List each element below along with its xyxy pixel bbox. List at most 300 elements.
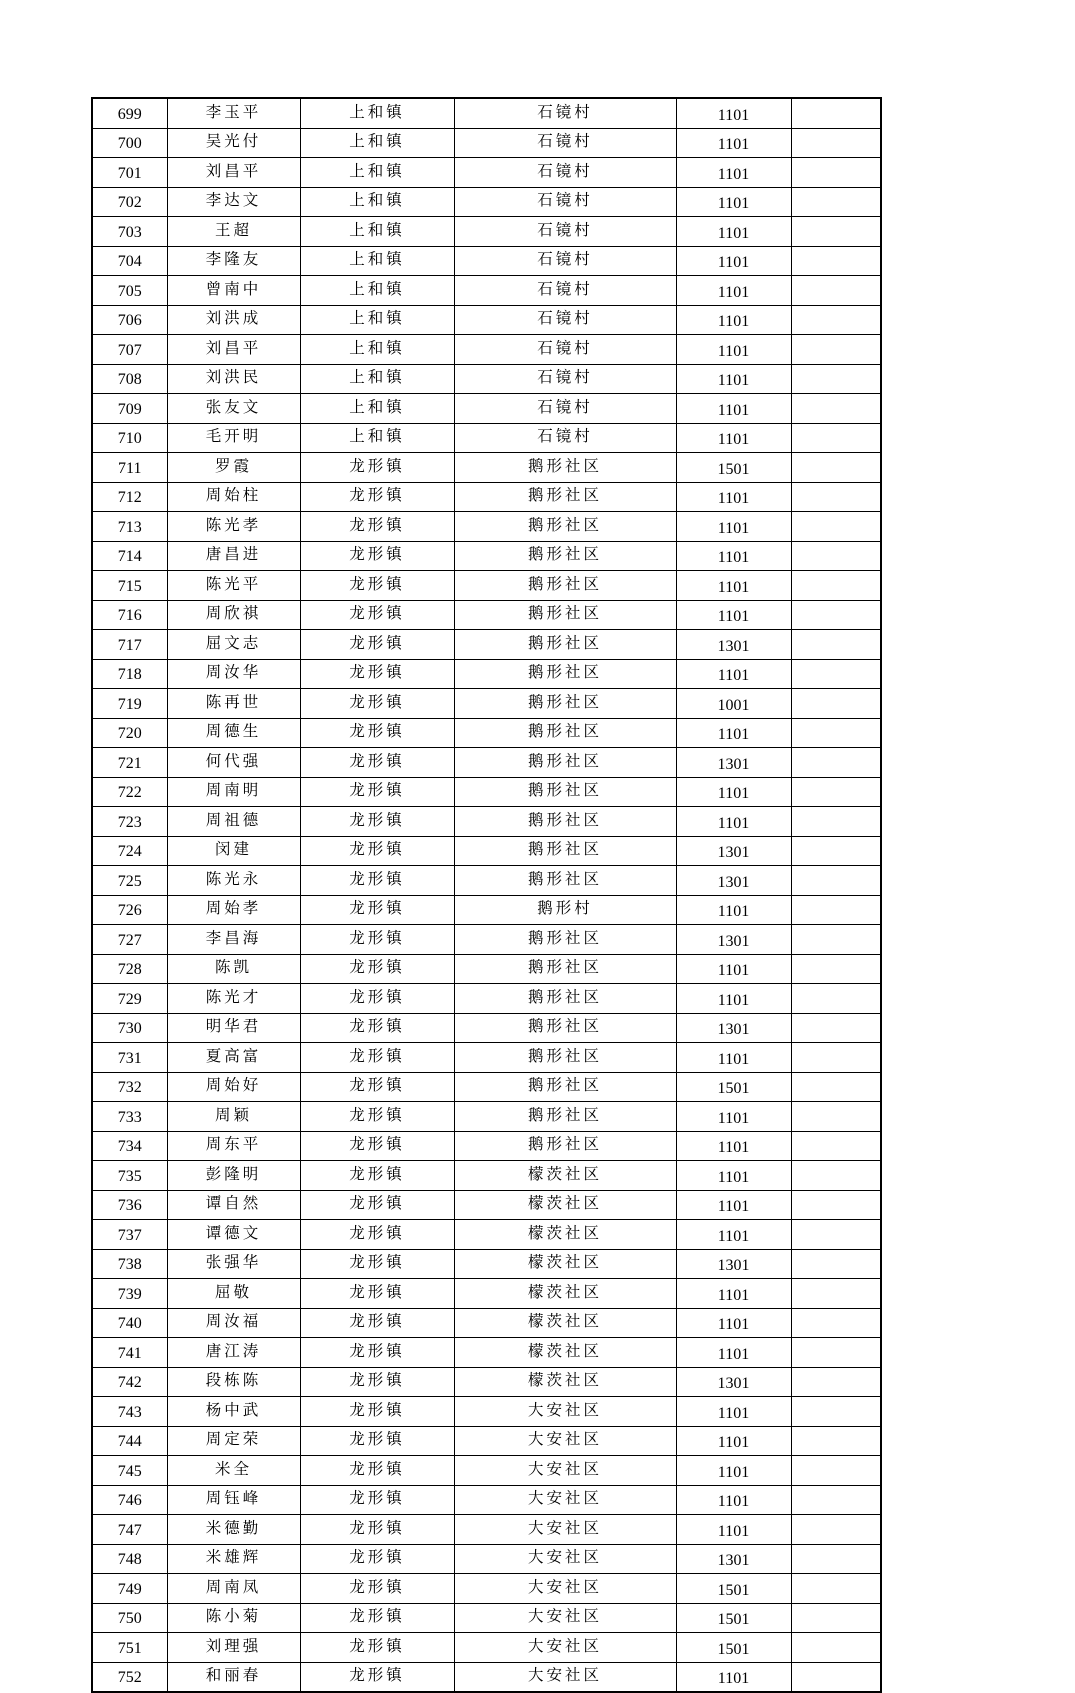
code-cell: 1101 [676, 1220, 791, 1250]
code-cell: 1101 [676, 659, 791, 689]
town-cell: 龙形镇 [300, 1043, 454, 1073]
table-row [92, 659, 881, 689]
code-cell: 1101 [676, 394, 791, 424]
row-number-cell: 740 [92, 1308, 167, 1338]
code-cell: 1101 [676, 777, 791, 807]
table-row [92, 1662, 881, 1692]
town-cell: 上和镇 [300, 276, 454, 306]
village-cell: 檬茨社区 [454, 1367, 676, 1397]
village-cell: 鹅形社区 [454, 1102, 676, 1132]
town-cell: 龙形镇 [300, 718, 454, 748]
person-name-cell: 夏高富 [167, 1043, 300, 1073]
table-row [92, 453, 881, 483]
table-row [92, 128, 881, 158]
note-cell [791, 1367, 881, 1397]
table-row [92, 1161, 881, 1191]
town-cell: 龙形镇 [300, 1131, 454, 1161]
table-row [92, 276, 881, 306]
code-cell: 1101 [676, 718, 791, 748]
row-number-cell: 720 [92, 718, 167, 748]
table-row [92, 777, 881, 807]
village-cell: 石镜村 [454, 394, 676, 424]
town-cell: 上和镇 [300, 305, 454, 335]
person-name-cell: 刘理强 [167, 1633, 300, 1663]
village-cell: 檬茨社区 [454, 1338, 676, 1368]
village-cell: 檬茨社区 [454, 1190, 676, 1220]
note-cell [791, 335, 881, 365]
table-row [92, 1190, 881, 1220]
village-cell: 大安社区 [454, 1397, 676, 1427]
note-cell [791, 1043, 881, 1073]
village-cell: 鹅形社区 [454, 748, 676, 778]
row-number-cell: 732 [92, 1072, 167, 1102]
note-cell [791, 1544, 881, 1574]
code-cell: 1501 [676, 1072, 791, 1102]
code-cell: 1001 [676, 689, 791, 719]
person-name-cell: 王超 [167, 217, 300, 247]
town-cell: 上和镇 [300, 217, 454, 247]
village-cell: 鹅形社区 [454, 807, 676, 837]
person-name-cell: 屈敬 [167, 1279, 300, 1309]
town-cell: 龙形镇 [300, 984, 454, 1014]
person-name-cell: 刘昌平 [167, 335, 300, 365]
village-cell: 鹅形社区 [454, 600, 676, 630]
table-row [92, 1013, 881, 1043]
row-number-cell: 739 [92, 1279, 167, 1309]
table-row [92, 1456, 881, 1486]
code-cell: 1101 [676, 1043, 791, 1073]
table-row [92, 807, 881, 837]
town-cell: 龙形镇 [300, 1633, 454, 1663]
note-cell [791, 925, 881, 955]
code-cell: 1101 [676, 1662, 791, 1692]
village-cell: 鹅形社区 [454, 453, 676, 483]
person-name-cell: 陈再世 [167, 689, 300, 719]
row-number-cell: 746 [92, 1485, 167, 1515]
row-number-cell: 709 [92, 394, 167, 424]
row-number-cell: 730 [92, 1013, 167, 1043]
table-row [92, 1220, 881, 1250]
town-cell: 龙形镇 [300, 541, 454, 571]
row-number-cell: 736 [92, 1190, 167, 1220]
village-cell: 檬茨社区 [454, 1279, 676, 1309]
table-row [92, 1397, 881, 1427]
row-number-cell: 751 [92, 1633, 167, 1663]
note-cell [791, 748, 881, 778]
note-cell [791, 158, 881, 188]
code-cell: 1101 [676, 984, 791, 1014]
row-number-cell: 707 [92, 335, 167, 365]
row-number-cell: 702 [92, 187, 167, 217]
note-cell [791, 1190, 881, 1220]
code-cell: 1101 [676, 1102, 791, 1132]
row-number-cell: 721 [92, 748, 167, 778]
note-cell [791, 423, 881, 453]
table-row [92, 1426, 881, 1456]
table-row [92, 1043, 881, 1073]
code-cell: 1101 [676, 1190, 791, 1220]
note-cell [791, 217, 881, 247]
village-cell: 石镜村 [454, 305, 676, 335]
table-row [92, 895, 881, 925]
note-cell [791, 1456, 881, 1486]
person-name-cell: 周汝福 [167, 1308, 300, 1338]
person-name-cell: 周汝华 [167, 659, 300, 689]
table-row [92, 394, 881, 424]
code-cell: 1301 [676, 1544, 791, 1574]
row-number-cell: 729 [92, 984, 167, 1014]
person-name-cell: 和丽春 [167, 1662, 300, 1692]
village-cell: 大安社区 [454, 1456, 676, 1486]
town-cell: 龙形镇 [300, 1544, 454, 1574]
row-number-cell: 701 [92, 158, 167, 188]
code-cell: 1501 [676, 1574, 791, 1604]
row-number-cell: 737 [92, 1220, 167, 1250]
table-row [92, 1603, 881, 1633]
town-cell: 龙形镇 [300, 1013, 454, 1043]
code-cell: 1101 [676, 276, 791, 306]
village-cell: 鹅形社区 [454, 866, 676, 896]
code-cell: 1101 [676, 954, 791, 984]
person-name-cell: 谭自然 [167, 1190, 300, 1220]
code-cell: 1101 [676, 305, 791, 335]
row-number-cell: 711 [92, 453, 167, 483]
town-cell: 上和镇 [300, 394, 454, 424]
town-cell: 龙形镇 [300, 895, 454, 925]
table-row [92, 364, 881, 394]
table-row [92, 571, 881, 601]
row-number-cell: 747 [92, 1515, 167, 1545]
village-cell: 鹅形社区 [454, 1043, 676, 1073]
village-cell: 鹅形社区 [454, 984, 676, 1014]
code-cell: 1101 [676, 187, 791, 217]
code-cell: 1101 [676, 512, 791, 542]
row-number-cell: 731 [92, 1043, 167, 1073]
note-cell [791, 187, 881, 217]
town-cell: 龙形镇 [300, 453, 454, 483]
table-row [92, 1131, 881, 1161]
note-cell [791, 571, 881, 601]
village-cell: 鹅形社区 [454, 541, 676, 571]
code-cell: 1101 [676, 541, 791, 571]
person-name-cell: 周始孝 [167, 895, 300, 925]
row-number-cell: 743 [92, 1397, 167, 1427]
code-cell: 1101 [676, 1426, 791, 1456]
row-number-cell: 735 [92, 1161, 167, 1191]
person-name-cell: 谭德文 [167, 1220, 300, 1250]
town-cell: 龙形镇 [300, 1603, 454, 1633]
person-name-cell: 曾南中 [167, 276, 300, 306]
town-cell: 上和镇 [300, 158, 454, 188]
village-cell: 石镜村 [454, 423, 676, 453]
note-cell [791, 866, 881, 896]
person-name-cell: 周始好 [167, 1072, 300, 1102]
note-cell [791, 777, 881, 807]
village-cell: 石镜村 [454, 246, 676, 276]
village-cell: 大安社区 [454, 1662, 676, 1692]
note-cell [791, 364, 881, 394]
code-cell: 1101 [676, 1397, 791, 1427]
person-name-cell: 张友文 [167, 394, 300, 424]
person-name-cell: 周德生 [167, 718, 300, 748]
row-number-cell: 738 [92, 1249, 167, 1279]
village-cell: 大安社区 [454, 1515, 676, 1545]
town-cell: 龙形镇 [300, 1308, 454, 1338]
note-cell [791, 659, 881, 689]
village-cell: 石镜村 [454, 217, 676, 247]
village-cell: 大安社区 [454, 1603, 676, 1633]
code-cell: 1301 [676, 836, 791, 866]
row-number-cell: 750 [92, 1603, 167, 1633]
town-cell: 龙形镇 [300, 748, 454, 778]
town-cell: 龙形镇 [300, 1279, 454, 1309]
person-name-cell: 屈文志 [167, 630, 300, 660]
code-cell: 1101 [676, 98, 791, 128]
row-number-cell: 705 [92, 276, 167, 306]
village-cell: 石镜村 [454, 335, 676, 365]
note-cell [791, 807, 881, 837]
note-cell [791, 689, 881, 719]
town-cell: 龙形镇 [300, 866, 454, 896]
person-name-cell: 周南明 [167, 777, 300, 807]
row-number-cell: 733 [92, 1102, 167, 1132]
town-cell: 龙形镇 [300, 600, 454, 630]
table-row [92, 1544, 881, 1574]
note-cell [791, 718, 881, 748]
village-cell: 檬茨社区 [454, 1161, 676, 1191]
row-number-cell: 748 [92, 1544, 167, 1574]
note-cell [791, 1397, 881, 1427]
row-number-cell: 710 [92, 423, 167, 453]
village-cell: 鹅形社区 [454, 512, 676, 542]
town-cell: 龙形镇 [300, 630, 454, 660]
town-cell: 龙形镇 [300, 571, 454, 601]
table-row [92, 305, 881, 335]
table-row [92, 512, 881, 542]
note-cell [791, 836, 881, 866]
code-cell: 1301 [676, 748, 791, 778]
code-cell: 1301 [676, 866, 791, 896]
person-name-cell: 米全 [167, 1456, 300, 1486]
town-cell: 龙形镇 [300, 777, 454, 807]
town-cell: 龙形镇 [300, 1426, 454, 1456]
note-cell [791, 512, 881, 542]
person-name-cell: 陈凯 [167, 954, 300, 984]
note-cell [791, 1249, 881, 1279]
village-cell: 檬茨社区 [454, 1220, 676, 1250]
code-cell: 1101 [676, 423, 791, 453]
person-name-cell: 刘昌平 [167, 158, 300, 188]
table-row [92, 1633, 881, 1663]
row-number-cell: 718 [92, 659, 167, 689]
village-cell: 鹅形社区 [454, 1072, 676, 1102]
note-cell [791, 954, 881, 984]
town-cell: 龙形镇 [300, 512, 454, 542]
row-number-cell: 725 [92, 866, 167, 896]
village-cell: 大安社区 [454, 1574, 676, 1604]
note-cell [791, 305, 881, 335]
table-row [92, 246, 881, 276]
person-name-cell: 唐江涛 [167, 1338, 300, 1368]
town-cell: 龙形镇 [300, 1190, 454, 1220]
village-cell: 鹅形社区 [454, 571, 676, 601]
person-name-cell: 陈光孝 [167, 512, 300, 542]
person-name-cell: 李隆友 [167, 246, 300, 276]
note-cell [791, 600, 881, 630]
note-cell [791, 1426, 881, 1456]
village-cell: 鹅形村 [454, 895, 676, 925]
code-cell: 1501 [676, 453, 791, 483]
code-cell: 1101 [676, 1279, 791, 1309]
note-cell [791, 895, 881, 925]
code-cell: 1101 [676, 1131, 791, 1161]
table-row [92, 217, 881, 247]
note-cell [791, 1279, 881, 1309]
town-cell: 龙形镇 [300, 954, 454, 984]
table-row [92, 630, 881, 660]
note-cell [791, 1102, 881, 1132]
row-number-cell: 708 [92, 364, 167, 394]
person-name-cell: 陈小菊 [167, 1603, 300, 1633]
village-cell: 鹅形社区 [454, 482, 676, 512]
table-row [92, 954, 881, 984]
town-cell: 龙形镇 [300, 482, 454, 512]
note-cell [791, 1308, 881, 1338]
person-name-cell: 米德勤 [167, 1515, 300, 1545]
village-cell: 大安社区 [454, 1633, 676, 1663]
row-number-cell: 728 [92, 954, 167, 984]
table-row [92, 1574, 881, 1604]
table-row [92, 423, 881, 453]
village-cell: 石镜村 [454, 276, 676, 306]
village-cell: 鹅形社区 [454, 689, 676, 719]
person-name-cell: 李达文 [167, 187, 300, 217]
row-number-cell: 722 [92, 777, 167, 807]
note-cell [791, 453, 881, 483]
person-name-cell: 周欣祺 [167, 600, 300, 630]
code-cell: 1101 [676, 1161, 791, 1191]
note-cell [791, 984, 881, 1014]
person-name-cell: 周祖德 [167, 807, 300, 837]
person-name-cell: 周始柱 [167, 482, 300, 512]
note-cell [791, 1338, 881, 1368]
note-cell [791, 1013, 881, 1043]
village-cell: 鹅形社区 [454, 1131, 676, 1161]
person-name-cell: 罗霞 [167, 453, 300, 483]
code-cell: 1101 [676, 1485, 791, 1515]
note-cell [791, 1161, 881, 1191]
row-number-cell: 742 [92, 1367, 167, 1397]
town-cell: 龙形镇 [300, 1485, 454, 1515]
village-cell: 鹅形社区 [454, 954, 676, 984]
row-number-cell: 727 [92, 925, 167, 955]
table-row [92, 748, 881, 778]
note-cell [791, 128, 881, 158]
note-cell [791, 276, 881, 306]
village-cell: 鹅形社区 [454, 718, 676, 748]
row-number-cell: 724 [92, 836, 167, 866]
town-cell: 上和镇 [300, 98, 454, 128]
row-number-cell: 752 [92, 1662, 167, 1692]
town-cell: 龙形镇 [300, 1367, 454, 1397]
village-cell: 石镜村 [454, 158, 676, 188]
person-name-cell: 周东平 [167, 1131, 300, 1161]
row-number-cell: 717 [92, 630, 167, 660]
person-name-cell: 周定荣 [167, 1426, 300, 1456]
code-cell: 1101 [676, 1515, 791, 1545]
note-cell [791, 1485, 881, 1515]
person-name-cell: 李昌海 [167, 925, 300, 955]
village-cell: 石镜村 [454, 187, 676, 217]
table-row [92, 1072, 881, 1102]
town-cell: 龙形镇 [300, 1662, 454, 1692]
village-cell: 鹅形社区 [454, 836, 676, 866]
row-number-cell: 699 [92, 98, 167, 128]
table-row [92, 187, 881, 217]
table-row [92, 1367, 881, 1397]
row-number-cell: 741 [92, 1338, 167, 1368]
code-cell: 1101 [676, 246, 791, 276]
row-number-cell: 716 [92, 600, 167, 630]
town-cell: 龙形镇 [300, 1397, 454, 1427]
table-row [92, 718, 881, 748]
code-cell: 1101 [676, 600, 791, 630]
town-cell: 龙形镇 [300, 1338, 454, 1368]
note-cell [791, 1072, 881, 1102]
code-cell: 1101 [676, 807, 791, 837]
person-name-cell: 米雄辉 [167, 1544, 300, 1574]
row-number-cell: 715 [92, 571, 167, 601]
person-name-cell: 刘洪民 [167, 364, 300, 394]
town-cell: 龙形镇 [300, 807, 454, 837]
town-cell: 上和镇 [300, 335, 454, 365]
code-cell: 1501 [676, 1603, 791, 1633]
row-number-cell: 703 [92, 217, 167, 247]
code-cell: 1101 [676, 1308, 791, 1338]
village-cell: 檬茨社区 [454, 1308, 676, 1338]
table-row [92, 158, 881, 188]
code-cell: 1101 [676, 158, 791, 188]
table-row [92, 866, 881, 896]
village-cell: 鹅形社区 [454, 630, 676, 660]
village-cell: 石镜村 [454, 364, 676, 394]
table-row [92, 925, 881, 955]
table-row [92, 541, 881, 571]
person-name-cell: 段栋陈 [167, 1367, 300, 1397]
row-number-cell: 734 [92, 1131, 167, 1161]
person-name-cell: 刘洪成 [167, 305, 300, 335]
person-name-cell: 唐昌进 [167, 541, 300, 571]
town-cell: 上和镇 [300, 187, 454, 217]
table-row [92, 836, 881, 866]
code-cell: 1101 [676, 482, 791, 512]
town-cell: 龙形镇 [300, 689, 454, 719]
table-row [92, 1279, 881, 1309]
note-cell [791, 1131, 881, 1161]
code-cell: 1501 [676, 1633, 791, 1663]
village-cell: 鹅形社区 [454, 777, 676, 807]
table-row [92, 1102, 881, 1132]
note-cell [791, 1662, 881, 1692]
town-cell: 龙形镇 [300, 836, 454, 866]
code-cell: 1301 [676, 630, 791, 660]
row-number-cell: 723 [92, 807, 167, 837]
row-number-cell: 749 [92, 1574, 167, 1604]
code-cell: 1101 [676, 1456, 791, 1486]
person-name-cell: 陈光平 [167, 571, 300, 601]
note-cell [791, 1633, 881, 1663]
code-cell: 1101 [676, 895, 791, 925]
